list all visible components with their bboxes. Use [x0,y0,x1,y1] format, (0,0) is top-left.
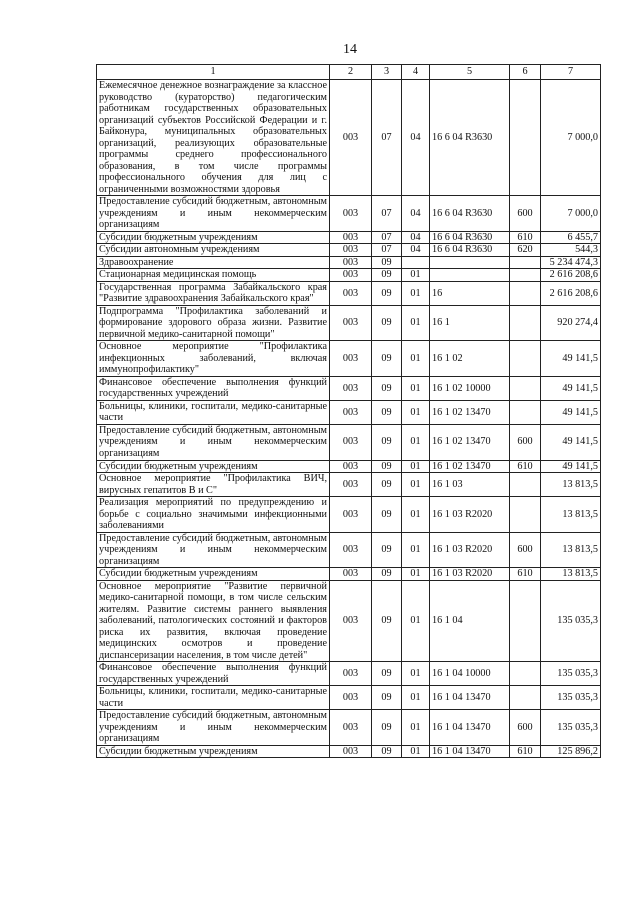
row-section-cell: 09 [372,745,402,758]
row-amount-cell: 2 616 208,6 [541,269,601,282]
row-amount-cell: 6 455,7 [541,231,601,244]
row-amount-cell: 49 141,5 [541,424,601,460]
row-expense-type-cell [510,473,541,497]
row-target-article-cell: 16 1 02 13470 [430,460,510,473]
row-target-article-cell: 16 6 04 R3630 [430,231,510,244]
header-cell-grbs: 2 [330,65,372,80]
row-subsection-cell: 01 [402,532,430,568]
row-subsection-cell: 01 [402,376,430,400]
row-grbs-cell: 003 [330,400,372,424]
row-amount-cell: 13 813,5 [541,532,601,568]
page-number: 14 [343,42,357,57]
row-name-cell: Предоставление субсидий бюджетным, автономным учреждениям и иным некоммерческим организациям [97,710,330,746]
row-grbs-cell: 003 [330,460,372,473]
row-expense-type-cell [510,281,541,305]
row-subsection-cell: 01 [402,281,430,305]
row-target-article-cell: 16 6 04 R3630 [430,196,510,232]
row-grbs-cell: 003 [330,745,372,758]
row-amount-cell: 13 813,5 [541,497,601,533]
row-grbs-cell: 003 [330,244,372,257]
row-grbs-cell: 003 [330,532,372,568]
row-target-article-cell: 16 [430,281,510,305]
row-subsection-cell: 04 [402,244,430,257]
row-subsection-cell: 01 [402,305,430,341]
row-name-cell: Основное мероприятие "Профилактика ВИЧ, вирусных гепатитов В и С" [97,473,330,497]
row-section-cell: 09 [372,281,402,305]
row-expense-type-cell: 610 [510,231,541,244]
row-expense-type-cell [510,497,541,533]
table-row [97,662,601,686]
row-amount-cell: 920 274,4 [541,305,601,341]
row-name-cell: Здравоохранение [97,256,330,269]
row-target-article-cell: 16 1 02 10000 [430,376,510,400]
row-amount-cell: 7 000,0 [541,196,601,232]
row-section-cell: 09 [372,424,402,460]
row-amount-cell: 135 035,3 [541,686,601,710]
budget-table [96,64,601,758]
row-amount-cell: 49 141,5 [541,341,601,377]
row-name-cell: Стационарная медицинская помощь [97,269,330,282]
table-row [97,745,601,758]
row-target-article-cell: 16 1 04 10000 [430,662,510,686]
row-amount-cell: 49 141,5 [541,400,601,424]
table-row [97,710,601,746]
header-cell-expense-type: 6 [510,65,541,80]
table-row [97,497,601,533]
row-expense-type-cell: 610 [510,568,541,581]
row-target-article-cell [430,269,510,282]
table-row [97,568,601,581]
row-expense-type-cell [510,686,541,710]
row-name-cell: Основное мероприятие "Профилактика инфекционных заболеваний, включая иммунопрофилактику" [97,341,330,377]
row-target-article-cell: 16 1 03 R2020 [430,532,510,568]
row-grbs-cell: 003 [330,568,372,581]
row-amount-cell: 7 000,0 [541,80,601,196]
row-grbs-cell: 003 [330,686,372,710]
row-amount-cell: 13 813,5 [541,568,601,581]
header-cell-name: 1 [97,65,330,80]
row-amount-cell: 49 141,5 [541,460,601,473]
row-section-cell: 07 [372,231,402,244]
row-subsection-cell [402,256,430,269]
row-target-article-cell [430,256,510,269]
row-grbs-cell: 003 [330,80,372,196]
row-expense-type-cell: 600 [510,710,541,746]
row-section-cell: 09 [372,532,402,568]
row-expense-type-cell: 600 [510,532,541,568]
row-section-cell: 09 [372,305,402,341]
row-expense-type-cell: 610 [510,745,541,758]
row-expense-type-cell [510,305,541,341]
row-section-cell: 09 [372,341,402,377]
row-subsection-cell: 01 [402,341,430,377]
row-amount-cell: 13 813,5 [541,473,601,497]
row-name-cell: Финансовое обеспечение выполнения функций государственных учреждений [97,376,330,400]
table-row [97,686,601,710]
row-name-cell: Подпрограмма "Профилактика заболеваний и формирование здорового образа жизни. Развитие первичной медико-санитарной помощи" [97,305,330,341]
row-grbs-cell: 003 [330,305,372,341]
row-subsection-cell: 01 [402,460,430,473]
row-section-cell: 09 [372,256,402,269]
row-expense-type-cell [510,80,541,196]
table-row [97,305,601,341]
row-name-cell: Субсидии бюджетным учреждениям [97,460,330,473]
row-amount-cell: 49 141,5 [541,376,601,400]
row-subsection-cell: 01 [402,686,430,710]
row-subsection-cell: 01 [402,269,430,282]
row-target-article-cell: 16 1 02 13470 [430,424,510,460]
row-target-article-cell: 16 1 02 13470 [430,400,510,424]
row-section-cell: 09 [372,400,402,424]
row-target-article-cell: 16 1 03 [430,473,510,497]
table-row [97,281,601,305]
row-expense-type-cell: 600 [510,424,541,460]
row-target-article-cell: 16 1 04 13470 [430,686,510,710]
row-section-cell: 09 [372,710,402,746]
table-row [97,400,601,424]
row-subsection-cell: 01 [402,568,430,581]
row-section-cell: 09 [372,686,402,710]
table-row [97,244,601,257]
row-grbs-cell: 003 [330,424,372,460]
row-expense-type-cell: 600 [510,196,541,232]
row-subsection-cell: 01 [402,710,430,746]
row-name-cell: Основное мероприятие "Развитие первичной медико-санитарной помощи, в том числе сельским жителям. Развитие системы раннего выявления заболеваний, патологических состояний и факторов риска их развития, включая проведение медицинских осмотров и проведение диспансеризации населения, в том числе детей" [97,580,330,662]
row-name-cell: Финансовое обеспечение выполнения функций государственных учреждений [97,662,330,686]
table-row [97,473,601,497]
row-target-article-cell: 16 1 [430,305,510,341]
row-grbs-cell: 003 [330,497,372,533]
row-grbs-cell: 003 [330,269,372,282]
table-row [97,424,601,460]
row-target-article-cell: 16 1 04 13470 [430,710,510,746]
row-section-cell: 07 [372,244,402,257]
row-grbs-cell: 003 [330,231,372,244]
header-cell-amount: 7 [541,65,601,80]
row-grbs-cell: 003 [330,662,372,686]
row-target-article-cell: 16 1 02 [430,341,510,377]
row-subsection-cell: 01 [402,497,430,533]
row-name-cell: Государственная программа Забайкальского края "Развитие здравоохранения Забайкальского края" [97,281,330,305]
row-grbs-cell: 003 [330,281,372,305]
row-grbs-cell: 003 [330,196,372,232]
header-row [97,65,601,80]
table-row [97,231,601,244]
row-name-cell: Предоставление субсидий бюджетным, автономным учреждениям и иным некоммерческим организациям [97,196,330,232]
row-subsection-cell: 01 [402,400,430,424]
row-subsection-cell: 01 [402,745,430,758]
row-section-cell: 09 [372,269,402,282]
row-amount-cell: 125 896,2 [541,745,601,758]
table-row [97,376,601,400]
row-amount-cell: 135 035,3 [541,662,601,686]
table-row [97,341,601,377]
row-target-article-cell: 16 6 04 R3630 [430,80,510,196]
row-section-cell: 09 [372,473,402,497]
row-target-article-cell: 16 1 03 R2020 [430,568,510,581]
row-target-article-cell: 16 1 04 13470 [430,745,510,758]
row-name-cell: Субсидии бюджетным учреждениям [97,568,330,581]
row-expense-type-cell [510,269,541,282]
table-row [97,269,601,282]
row-section-cell: 09 [372,376,402,400]
row-section-cell: 09 [372,568,402,581]
row-grbs-cell: 003 [330,580,372,662]
row-name-cell: Предоставление субсидий бюджетным, автономным учреждениям и иным некоммерческим организациям [97,424,330,460]
row-amount-cell: 2 616 208,6 [541,281,601,305]
header-cell-section: 3 [372,65,402,80]
row-subsection-cell: 04 [402,80,430,196]
row-expense-type-cell [510,580,541,662]
row-target-article-cell: 16 1 04 [430,580,510,662]
row-grbs-cell: 003 [330,256,372,269]
row-expense-type-cell [510,341,541,377]
row-section-cell: 07 [372,80,402,196]
row-name-cell: Больницы, клиники, госпитали, медико-санитарные части [97,400,330,424]
row-amount-cell: 544,3 [541,244,601,257]
row-expense-type-cell [510,400,541,424]
row-subsection-cell: 01 [402,473,430,497]
row-grbs-cell: 003 [330,710,372,746]
row-expense-type-cell: 620 [510,244,541,257]
row-section-cell: 09 [372,580,402,662]
row-section-cell: 09 [372,460,402,473]
row-expense-type-cell: 610 [510,460,541,473]
row-name-cell: Субсидии бюджетным учреждениям [97,745,330,758]
table-row [97,580,601,662]
row-grbs-cell: 003 [330,341,372,377]
row-target-article-cell: 16 1 03 R2020 [430,497,510,533]
row-subsection-cell: 01 [402,424,430,460]
header-cell-target-article: 5 [430,65,510,80]
header-cell-subsection: 4 [402,65,430,80]
row-section-cell: 07 [372,196,402,232]
row-expense-type-cell [510,662,541,686]
row-amount-cell: 5 234 474,3 [541,256,601,269]
row-name-cell: Реализация мероприятий по предупреждению и борьбе с социально значимыми инфекционными заболеваниями [97,497,330,533]
row-subsection-cell: 04 [402,231,430,244]
row-name-cell: Субсидии автономным учреждениям [97,244,330,257]
row-amount-cell: 135 035,3 [541,710,601,746]
table-row [97,80,601,196]
row-subsection-cell: 04 [402,196,430,232]
row-name-cell: Предоставление субсидий бюджетным, автономным учреждениям и иным некоммерческим организациям [97,532,330,568]
table-row [97,196,601,232]
table-row [97,256,601,269]
row-name-cell: Субсидии бюджетным учреждениям [97,231,330,244]
table-row [97,532,601,568]
row-name-cell: Больницы, клиники, госпитали, медико-санитарные части [97,686,330,710]
row-name-cell: Ежемесячное денежное вознаграждение за классное руководство (кураторство) педагогическим работникам государственных образовательных организаций субъектов Российской Федерации и г. Байконура, муниципальных образовательных организаций, реализующих образовательные программы среднего профессионального образования, в том числе программы профессионального обучения для лиц с ограниченными возможностями здоровья [97,80,330,196]
row-section-cell: 09 [372,497,402,533]
row-section-cell: 09 [372,662,402,686]
row-target-article-cell: 16 6 04 R3630 [430,244,510,257]
table-row [97,460,601,473]
row-amount-cell: 135 035,3 [541,580,601,662]
row-subsection-cell: 01 [402,662,430,686]
row-grbs-cell: 003 [330,473,372,497]
row-expense-type-cell [510,376,541,400]
row-expense-type-cell [510,256,541,269]
row-grbs-cell: 003 [330,376,372,400]
row-subsection-cell: 01 [402,580,430,662]
